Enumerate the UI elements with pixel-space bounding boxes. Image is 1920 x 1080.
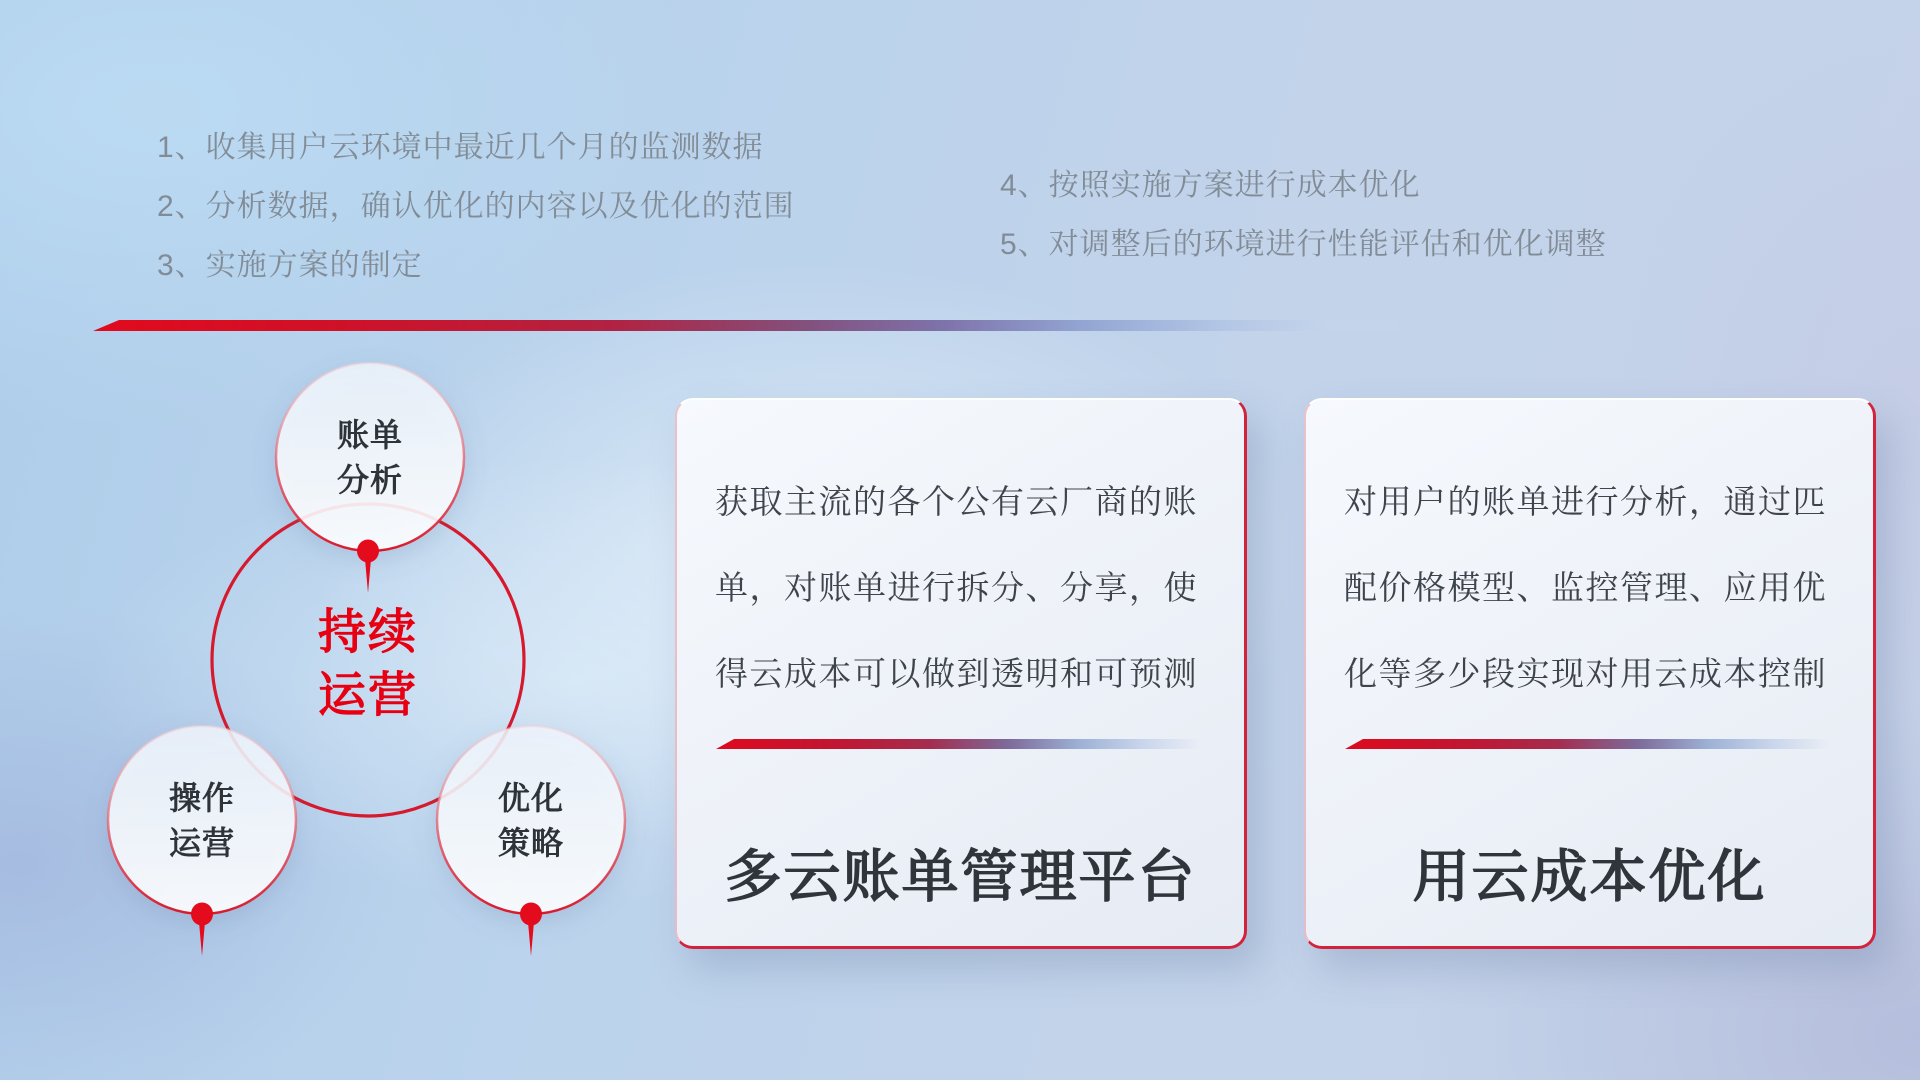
bill-analysis-circle <box>276 363 464 551</box>
step-item-5: 5、对调整后的环境进行性能评估和优化调整 <box>1000 228 1607 261</box>
pin-marker-icon <box>357 540 379 594</box>
pin-marker-icon <box>520 903 542 957</box>
cost-optimization-description <box>1344 459 1835 717</box>
description-line: 获取主流的各个公有云厂商的账 <box>715 483 1198 520</box>
description-line: 化等多少段实现对用云成本控制 <box>1344 655 1827 692</box>
card-divider-swoosh <box>1345 739 1850 749</box>
optimization-strategy-circle <box>437 726 625 914</box>
optimization-strategy-label-line1: 优化 <box>497 780 565 816</box>
description-line: 单，对账单进行拆分、分享，使 <box>715 569 1198 606</box>
bill-analysis-label-line1: 账单 <box>336 417 404 453</box>
step-item-2: 2、分析数据，确认优化的内容以及优化的范围 <box>157 190 795 223</box>
step-item-1: 1、收集用户云环境中最近几个月的监测数据 <box>157 131 764 164</box>
cost-optimization-title: 用云成本优化 <box>1412 845 1767 909</box>
step-item-4: 4、按照实施方案进行成本优化 <box>1000 169 1421 202</box>
operation-label-line1: 操作 <box>168 780 236 816</box>
multicloud-billing-description <box>715 459 1206 717</box>
optimization-strategy-label-line2: 策略 <box>497 825 565 861</box>
description-line: 对用户的账单进行分析，通过匹 <box>1344 483 1827 520</box>
description-line: 得云成本可以做到透明和可预测 <box>715 655 1198 692</box>
pin-marker-icon <box>191 903 213 957</box>
continuous-operation-label-line1: 持续 <box>317 606 419 659</box>
operation-circle <box>108 726 296 914</box>
description-line: 配价格模型、监控管理、应用优 <box>1344 569 1827 606</box>
cost-optimization-card <box>1304 398 1876 949</box>
step-item-3: 3、实施方案的制定 <box>157 249 423 282</box>
multicloud-billing-card <box>675 398 1247 949</box>
bill-analysis-label-line2: 分析 <box>336 462 404 498</box>
operation-label-line2: 运营 <box>168 825 236 861</box>
multicloud-billing-title: 多云账单管理平台 <box>724 845 1197 909</box>
card-divider-swoosh <box>716 739 1221 749</box>
continuous-operation-label-line2: 运营 <box>317 669 419 722</box>
